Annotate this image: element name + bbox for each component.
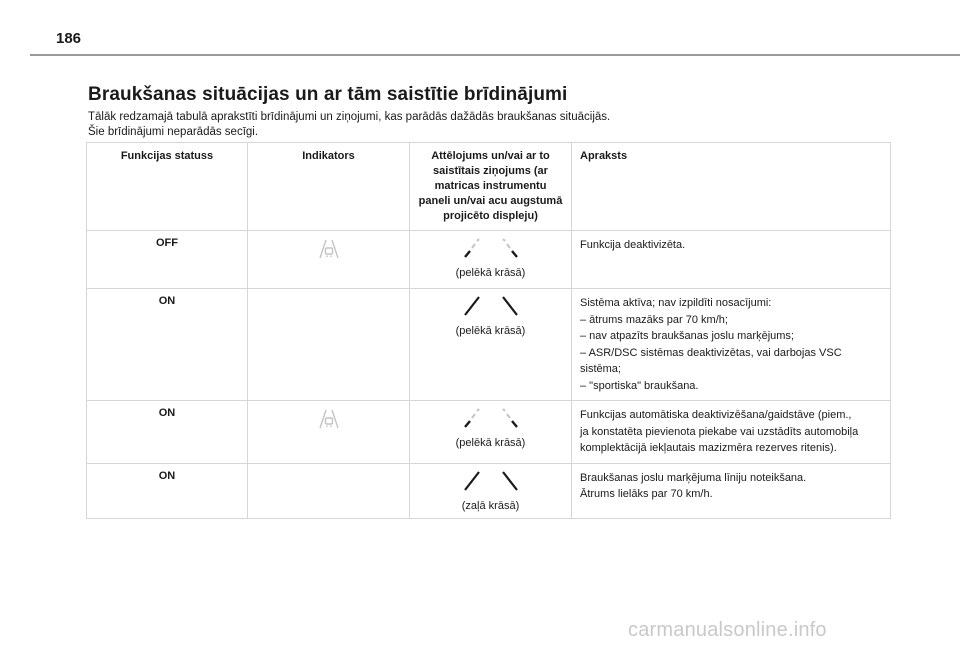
display-cell bbox=[410, 463, 572, 518]
description-line: Funkcijas automātiska deaktivizēšana/gaidstāve (piem., bbox=[580, 409, 852, 421]
header-indicator: Indikators bbox=[248, 143, 410, 231]
description-line: Funkcija deaktivizēta. bbox=[580, 239, 686, 251]
header-display: Attēlojums un/vai ar to saistītais ziņojums (ar matricas instrumentu paneli un/vai acu augstumā projicēto displeju) bbox=[410, 143, 572, 231]
display-cell bbox=[410, 231, 572, 289]
description-line: ja konstatēta pievienota piekabe vai uzstādīts automobiļa bbox=[580, 425, 859, 438]
indicator-cell bbox=[248, 401, 410, 464]
watermark: carmanualsonline.info bbox=[628, 619, 827, 641]
display-caption: (pelēkā krāsā) bbox=[455, 437, 526, 449]
lane-lines-dashed-icon bbox=[459, 237, 523, 259]
lane-lines-solid-icon bbox=[459, 470, 523, 492]
table-row bbox=[87, 463, 891, 518]
description-line: sistēma; bbox=[580, 363, 621, 375]
table-row bbox=[87, 231, 891, 289]
lane-lines-dashed-icon bbox=[459, 407, 523, 429]
description-cell bbox=[572, 289, 891, 401]
header-description: Apraksts bbox=[572, 143, 891, 231]
status-cell: ON bbox=[87, 463, 248, 518]
description-cell bbox=[572, 463, 891, 518]
indicator-cell bbox=[248, 231, 410, 289]
indicator-cell bbox=[248, 289, 410, 401]
header-rule bbox=[30, 54, 960, 56]
description-line: – ASR/DSC sistēmas deaktivizētas, vai darbojas VSC bbox=[580, 346, 842, 359]
description-line: Ātrums lielāks par 70 km/h. bbox=[580, 488, 713, 500]
table-row bbox=[87, 289, 891, 401]
display-cell bbox=[410, 401, 572, 464]
page-number: 186 bbox=[56, 30, 82, 47]
page-title: Braukšanas situācijas un ar tām saistītie brīdinājumi bbox=[88, 84, 568, 105]
description-line: komplektācijā iekļautais mazizmēra rezerves ritenis). bbox=[580, 442, 837, 454]
description-line: Braukšanas joslu marķējuma līniju noteikšana. bbox=[580, 471, 807, 484]
lane-assist-grey-icon bbox=[316, 237, 342, 261]
status-cell: ON bbox=[87, 401, 248, 464]
status-cell: ON bbox=[87, 289, 248, 401]
description-line: – nav atpazīts braukšanas joslu marķējums; bbox=[580, 330, 794, 342]
indicator-cell bbox=[248, 463, 410, 518]
lane-lines-solid-icon bbox=[459, 295, 523, 317]
display-caption: (zaļā krāsā) bbox=[461, 499, 520, 512]
table-row bbox=[87, 401, 891, 464]
status-cell: OFF bbox=[87, 231, 248, 289]
intro-line-1: Tālāk redzamajā tabulā aprakstīti brīdinājumi un ziņojumi, kas parādās dažādās braukšanas situācijās. bbox=[88, 111, 611, 123]
description-cell bbox=[572, 401, 891, 464]
intro-line-2: Šie brīdinājumi neparādās secīgi. bbox=[88, 126, 259, 138]
display-caption: (pelēkā krāsā) bbox=[455, 267, 526, 279]
description-line: Sistēma aktīva; nav izpildīti nosacījumi: bbox=[580, 297, 772, 309]
display-cell bbox=[410, 289, 572, 401]
lane-assist-grey-icon bbox=[316, 407, 342, 431]
description-line: – ātrums mazāks par 70 km/h; bbox=[580, 313, 728, 326]
description-cell bbox=[572, 231, 891, 289]
header-status: Funkcijas statuss bbox=[87, 143, 248, 231]
table-header-row bbox=[87, 143, 891, 231]
description-line: – "sportiska" braukšana. bbox=[580, 379, 699, 392]
warnings-table bbox=[86, 142, 891, 519]
display-caption: (pelēkā krāsā) bbox=[455, 325, 526, 337]
intro-text bbox=[88, 110, 610, 140]
